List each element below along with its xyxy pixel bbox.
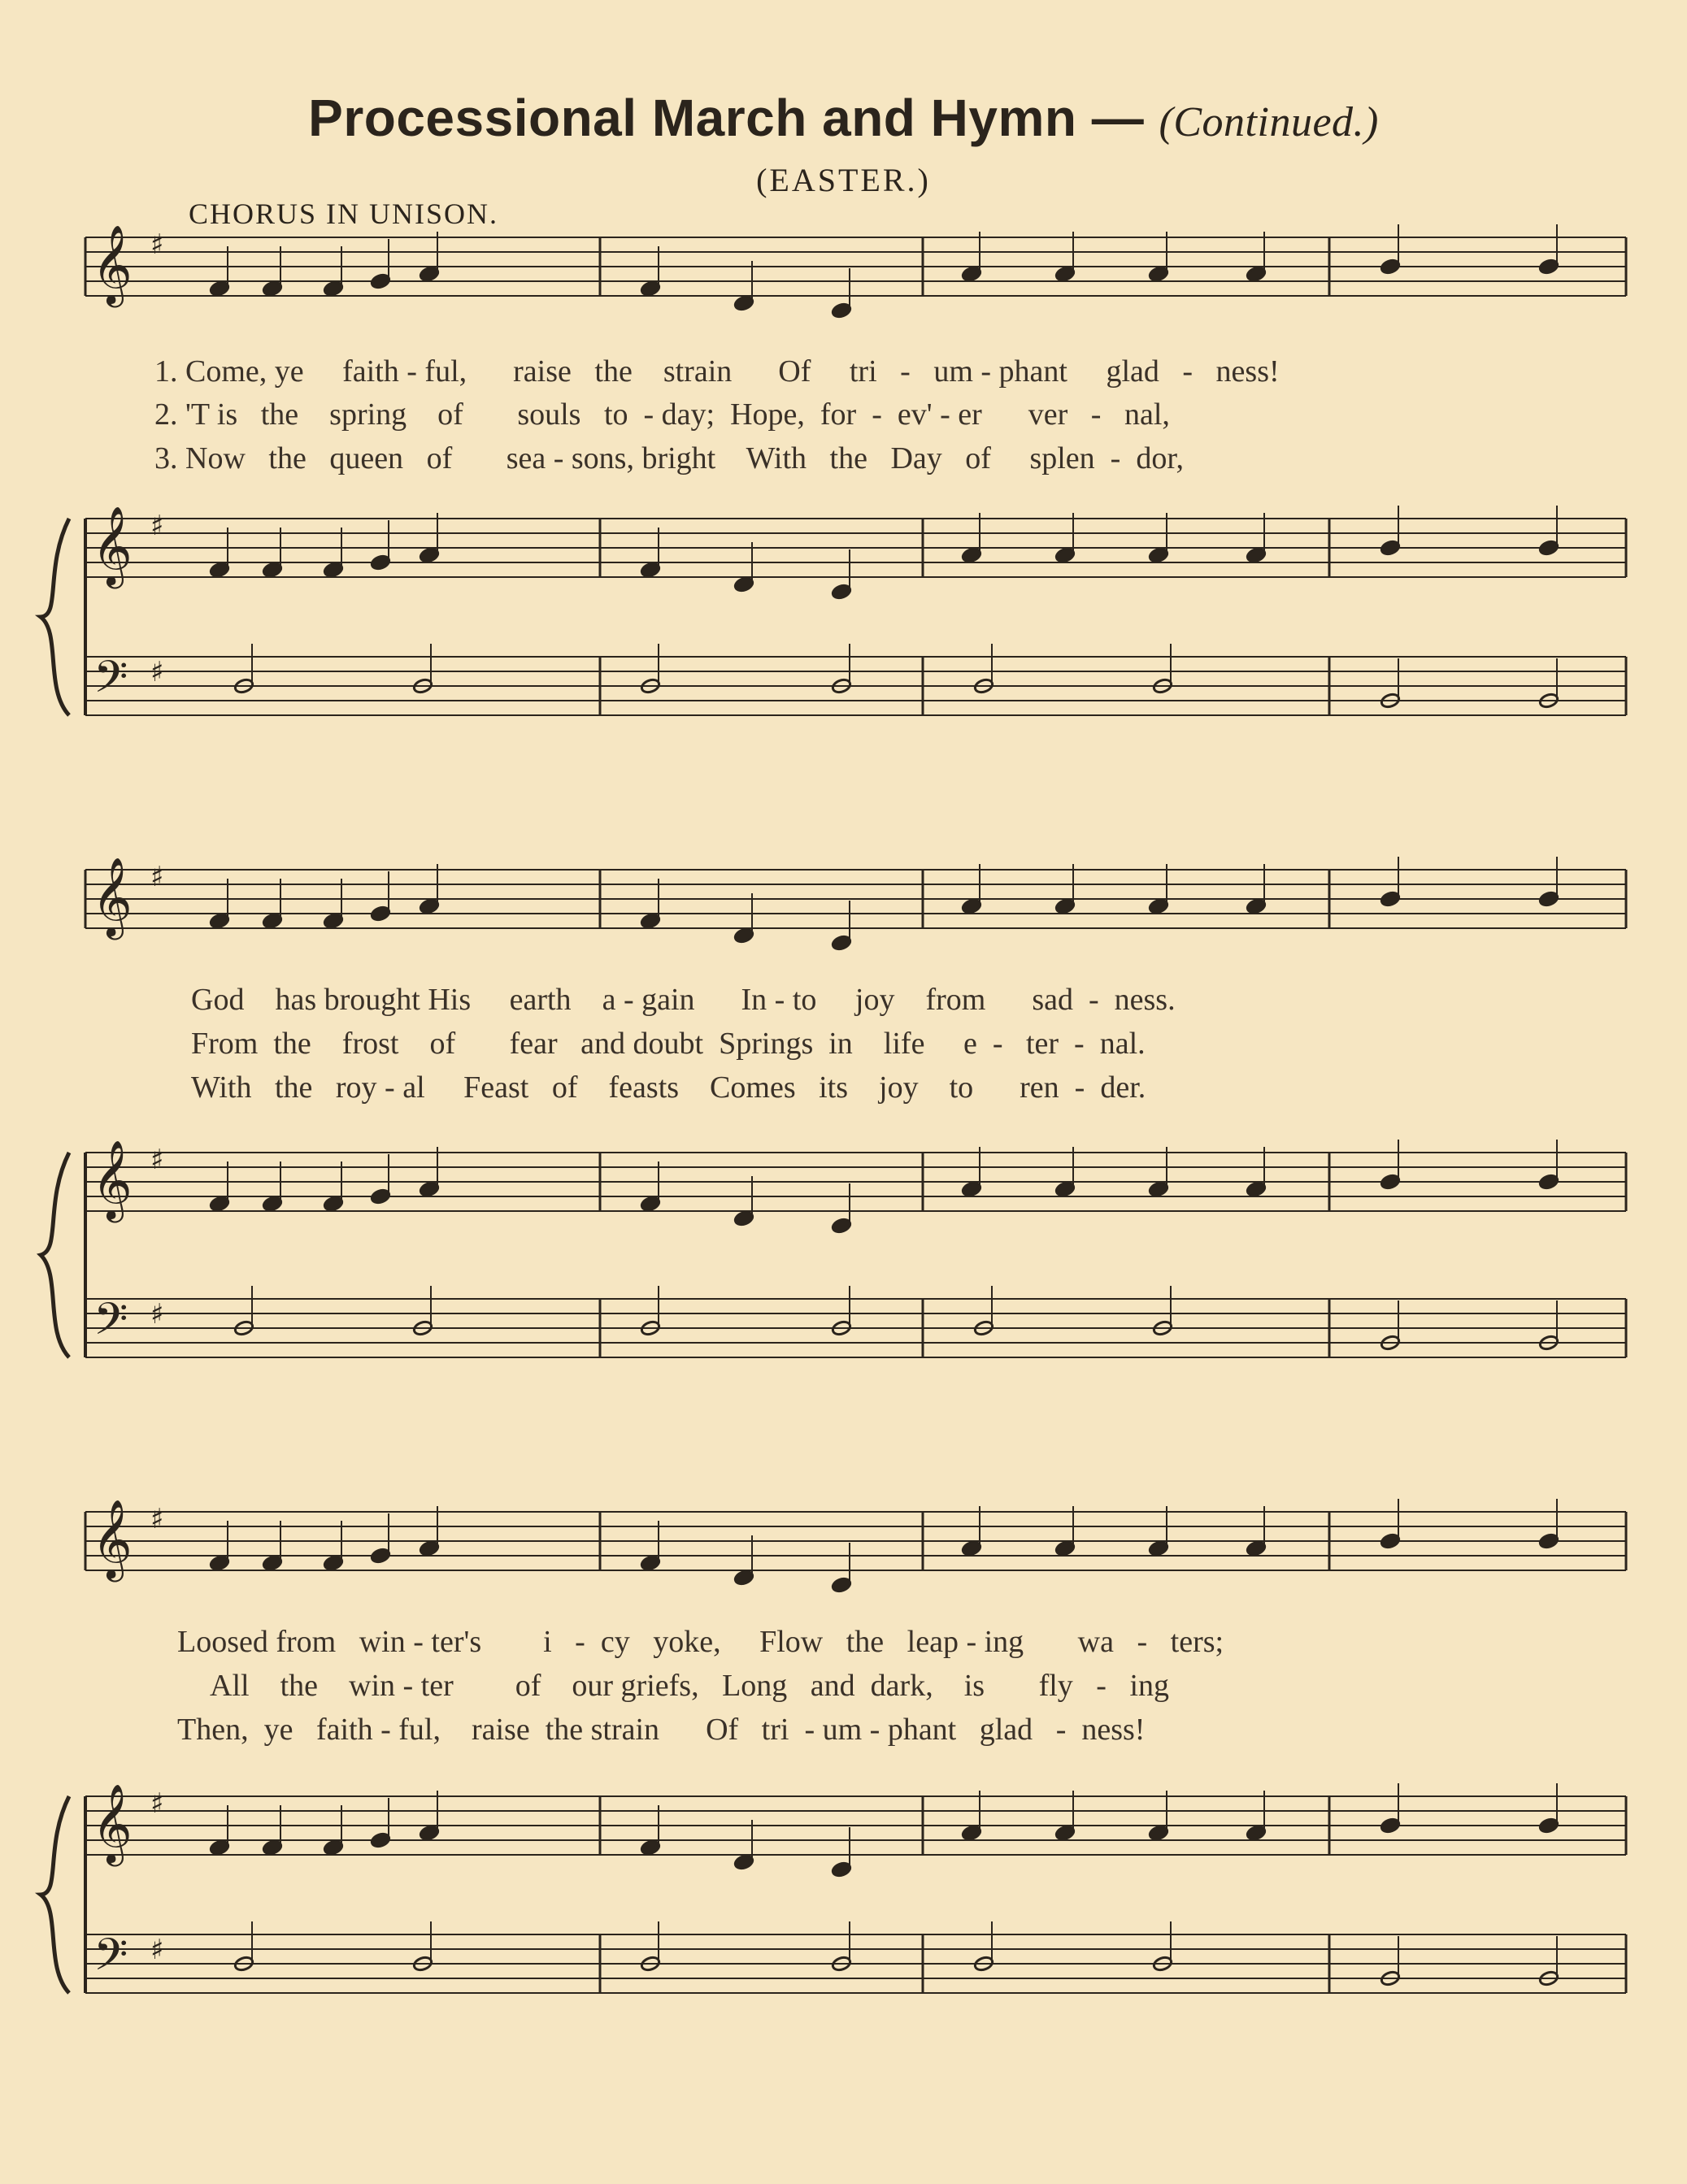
lyric-word: souls [517, 397, 581, 432]
treble-note [209, 562, 229, 579]
lyric-word: e [963, 1027, 977, 1061]
treble-note [1054, 1825, 1075, 1842]
voice-note [733, 927, 754, 944]
lyric-line [191, 1070, 1146, 1105]
voice-note [262, 1555, 282, 1572]
performance-direction: CHORUS IN UNISON. [189, 198, 499, 230]
lyric-line [177, 1624, 1224, 1660]
voice-note [262, 913, 282, 930]
voice-note [1538, 258, 1559, 276]
lyric-word: raise [471, 1713, 530, 1747]
lyric-word: for [820, 397, 857, 432]
lyric-line [154, 397, 1170, 432]
voice-note [1148, 1540, 1168, 1557]
lyric-line [210, 1668, 1169, 1704]
brace-icon [41, 1796, 69, 1993]
voice-note [1148, 266, 1168, 283]
sharp-icon: ♯ [150, 861, 164, 893]
lyric-word: Then, [177, 1713, 249, 1747]
sharp-icon: ♯ [150, 1503, 164, 1535]
treble-note [323, 562, 343, 579]
lyric-word: With [746, 441, 807, 475]
voice-note [323, 913, 343, 930]
treble-note [370, 554, 390, 571]
bass-clef-icon: 𝄢 [93, 1293, 128, 1356]
voice-note [1246, 1540, 1266, 1557]
treble-note [733, 1854, 754, 1871]
treble-note [961, 1181, 981, 1198]
lyric-word: to [603, 397, 628, 432]
lyric-word: ness! [1081, 1713, 1146, 1747]
voice-note [831, 935, 851, 952]
voice-note [1054, 898, 1075, 915]
lyric-word: of [515, 1669, 541, 1703]
treble-note [419, 1825, 439, 1842]
voice-note [262, 280, 282, 297]
lyric-word: ter [1025, 1027, 1059, 1061]
lyric-word: - gain [623, 983, 695, 1017]
treble-note [209, 1196, 229, 1213]
lyric-word: to [949, 1070, 974, 1105]
lyric-word: life [883, 1027, 925, 1061]
lyric-word: the [594, 354, 633, 389]
sharp-icon: ♯ [150, 1787, 164, 1820]
lyric-word: Hope, [730, 397, 805, 432]
lyric-word: um - phant [933, 354, 1067, 389]
voice-note [323, 1555, 343, 1572]
voice-note [1148, 898, 1168, 915]
lyric-word: dark, [870, 1669, 933, 1703]
sharp-icon: ♯ [150, 1298, 164, 1331]
lyric-word: ev' - er [897, 397, 982, 432]
lyric-word: 1. Come, ye [154, 354, 304, 389]
lyric-word: ness. [1114, 983, 1176, 1017]
lyric-word: Loosed from [177, 1625, 337, 1659]
voice-note [961, 266, 981, 283]
lyric-word: - [1096, 1669, 1107, 1703]
voice-note [419, 898, 439, 915]
voice-note [733, 1570, 754, 1587]
treble-note [1246, 1181, 1266, 1198]
treble-note [1148, 547, 1168, 564]
lyric-word: 3. Now [154, 441, 246, 475]
lyric-word: - day; [643, 397, 715, 432]
voice-note [1380, 1533, 1400, 1550]
lyric-word: joy [879, 1070, 919, 1105]
treble-note [1054, 1181, 1075, 1198]
lyric-word: God [191, 983, 245, 1017]
lyric-word: - [900, 354, 911, 389]
lyric-word: ver [1028, 397, 1068, 432]
lyric-word: - [1090, 397, 1102, 432]
lyric-word: Flow [759, 1625, 824, 1659]
treble-note [640, 1839, 660, 1856]
lyric-word: ye [263, 1713, 293, 1747]
lyric-word: the [268, 441, 307, 475]
treble-note [1538, 1174, 1559, 1191]
treble-note [419, 547, 439, 564]
lyric-word: our griefs, [572, 1669, 699, 1703]
voice-note [419, 1540, 439, 1557]
subtitle: (EASTER.) [756, 162, 931, 198]
lyric-word: a [602, 983, 616, 1017]
lyric-word: and doubt [580, 1027, 704, 1061]
treble-note [262, 562, 282, 579]
voice-note [831, 1577, 851, 1594]
lyric-word: ness! [1215, 354, 1280, 389]
treble-note [1538, 1817, 1559, 1834]
title-continued: (Continued.) [1159, 99, 1379, 145]
lyric-word: sea - sons, bright [506, 441, 716, 475]
treble-clef-icon: 𝄞 [92, 857, 133, 936]
lyric-word: queen [329, 441, 404, 475]
voice-note [640, 280, 660, 297]
lyric-word: - [1055, 1713, 1067, 1747]
lyric-word: the [274, 1070, 313, 1105]
lyric-word: win - ter's [359, 1625, 482, 1659]
treble-note [323, 1839, 343, 1856]
lyric-word: All [210, 1669, 250, 1703]
lyric-word: wa [1077, 1625, 1114, 1659]
lyric-word: Of [778, 354, 811, 389]
voice-note [1246, 266, 1266, 283]
treble-note [1246, 1825, 1266, 1842]
treble-note [370, 1832, 390, 1849]
lyric-word: - [1074, 1070, 1085, 1105]
lyric-word: the [260, 397, 299, 432]
treble-note [733, 576, 754, 593]
voice-note [1380, 891, 1400, 908]
lyric-word: i [543, 1625, 552, 1659]
voice-note [419, 266, 439, 283]
treble-clef-icon: 𝄞 [92, 1499, 133, 1578]
lyric-word: - [872, 397, 882, 432]
lyric-word: feasts [608, 1070, 680, 1105]
lyric-word: of [429, 1027, 456, 1061]
treble-note [831, 1218, 851, 1235]
voice-note [370, 905, 390, 923]
treble-note [419, 1181, 439, 1198]
lyric-word: - [992, 1027, 1003, 1061]
lyric-word: nal, [1124, 397, 1170, 432]
voice-note [961, 1540, 981, 1557]
lyric-word: fly [1038, 1669, 1073, 1703]
lyric-word: - [1074, 1027, 1085, 1061]
lyric-word: from [925, 983, 986, 1017]
lyric-word: leap - ing [907, 1625, 1024, 1659]
bass-clef-icon: 𝄢 [93, 651, 128, 714]
treble-note [733, 1210, 754, 1227]
lyric-word: nal. [1099, 1027, 1146, 1061]
voice-note [209, 1555, 229, 1572]
treble-note [1380, 1817, 1400, 1834]
treble-note [323, 1196, 343, 1213]
voice-note [1380, 258, 1400, 276]
treble-note [1148, 1825, 1168, 1842]
lyric-word: ters; [1170, 1625, 1224, 1659]
treble-note [1148, 1181, 1168, 1198]
lyric-word: - um - phant [804, 1713, 957, 1747]
lyric-word: yoke, [653, 1625, 721, 1659]
lyric-word: faith - ful, [342, 354, 467, 389]
lyric-word: strain [663, 354, 733, 389]
treble-note [262, 1196, 282, 1213]
sharp-icon: ♯ [150, 656, 164, 688]
treble-note [1054, 547, 1075, 564]
lyric-word: From [191, 1027, 259, 1061]
lyric-word: spring [329, 397, 407, 432]
treble-note [1380, 540, 1400, 557]
brace-icon [41, 1153, 69, 1357]
lyric-word: dor, [1136, 441, 1184, 475]
treble-clef-icon: 𝄞 [92, 224, 133, 304]
treble-clef-icon: 𝄞 [92, 1783, 133, 1863]
lyric-word: the [829, 441, 867, 475]
lyric-line [191, 1026, 1146, 1062]
voice-note [733, 295, 754, 312]
lyric-word: glad [1106, 354, 1159, 389]
voice-note [1054, 266, 1075, 283]
voice-note [640, 1555, 660, 1572]
lyric-word: win - ter [349, 1669, 454, 1703]
lyric-word: Feast [463, 1070, 529, 1105]
treble-note [1380, 1174, 1400, 1191]
treble-note [370, 1188, 390, 1205]
voice-note [209, 913, 229, 930]
lyric-word: of [551, 1070, 578, 1105]
treble-note [831, 584, 851, 601]
lyric-word: Comes [710, 1070, 796, 1105]
lyric-word: joy [854, 983, 895, 1017]
lyric-word: With [191, 1070, 252, 1105]
lyric-word: its [819, 1070, 849, 1105]
treble-note [209, 1839, 229, 1856]
lyric-word: Springs [719, 1027, 814, 1061]
treble-note [262, 1839, 282, 1856]
treble-clef-icon: 𝄞 [92, 1140, 133, 1219]
lyric-word: of [437, 397, 463, 432]
lyric-word: splen [1029, 441, 1095, 475]
bass-clef-icon: 𝄢 [93, 1929, 128, 1991]
voice-note [831, 302, 851, 319]
lyric-word: the [280, 1669, 318, 1703]
lyric-word: der. [1100, 1070, 1146, 1105]
treble-note [1538, 540, 1559, 557]
voice-note [209, 280, 229, 297]
voice-note [1538, 891, 1559, 908]
lyric-word: cy [600, 1625, 630, 1659]
voice-note [640, 913, 660, 930]
lyric-word: of [965, 441, 991, 475]
title-dash: — [1091, 89, 1145, 147]
voice-note [370, 1548, 390, 1565]
treble-note [640, 1196, 660, 1213]
brace-icon [41, 519, 69, 715]
lyric-word: in [828, 1027, 853, 1061]
lyric-word: - [1088, 983, 1099, 1017]
lyric-word: sad [1032, 983, 1073, 1017]
lyric-word: 2. 'T is [154, 397, 238, 432]
treble-clef-icon: 𝄞 [92, 506, 133, 585]
voice-note [1538, 1533, 1559, 1550]
voice-note [1246, 898, 1266, 915]
sharp-icon: ♯ [150, 1144, 164, 1176]
lyric-word: the strain [545, 1713, 660, 1747]
lyric-word: glad [979, 1713, 1033, 1747]
lyric-word: - [575, 1625, 585, 1659]
lyric-word: - [1182, 354, 1194, 389]
treble-note [961, 1825, 981, 1842]
lyric-word: the [846, 1625, 885, 1659]
sharp-icon: ♯ [150, 510, 164, 542]
lyric-word: Of [706, 1713, 739, 1747]
lyric-word: and [810, 1669, 855, 1703]
lyric-word: In [741, 983, 767, 1017]
lyric-word: earth [509, 983, 572, 1017]
lyric-word: frost [341, 1027, 399, 1061]
voice-note [370, 273, 390, 290]
lyric-word: ren [1020, 1070, 1059, 1105]
lyric-word: tri [849, 354, 877, 389]
lyric-word: fear [509, 1027, 558, 1061]
sharp-icon: ♯ [150, 228, 164, 261]
lyric-word: Day [890, 441, 942, 475]
lyric-word: roy - al [335, 1070, 425, 1105]
lyric-word: the [273, 1027, 311, 1061]
lyric-word: - [1110, 441, 1121, 475]
treble-note [1246, 547, 1266, 564]
lyric-word: of [426, 441, 453, 475]
title-text: Processional March and Hymn [308, 89, 1077, 147]
lyric-word: raise [513, 354, 572, 389]
sharp-icon: ♯ [150, 1934, 164, 1966]
lyric-word: - to [774, 983, 817, 1017]
voice-note [961, 898, 981, 915]
lyric-line [177, 1712, 1145, 1748]
treble-note [961, 547, 981, 564]
treble-note [640, 562, 660, 579]
voice-note [323, 280, 343, 297]
lyric-word: faith - ful, [315, 1713, 441, 1747]
voice-note [1054, 1540, 1075, 1557]
lyric-word: has brought His [275, 983, 472, 1017]
lyric-word: tri [761, 1713, 789, 1747]
lyric-line [154, 354, 1280, 389]
lyric-line [154, 441, 1184, 476]
treble-note [831, 1861, 851, 1878]
lyric-word: - [1137, 1625, 1148, 1659]
lyric-line [191, 982, 1176, 1018]
lyric-word: is [963, 1669, 985, 1703]
lyric-word: ing [1129, 1669, 1169, 1703]
lyric-word: Long [722, 1669, 788, 1703]
